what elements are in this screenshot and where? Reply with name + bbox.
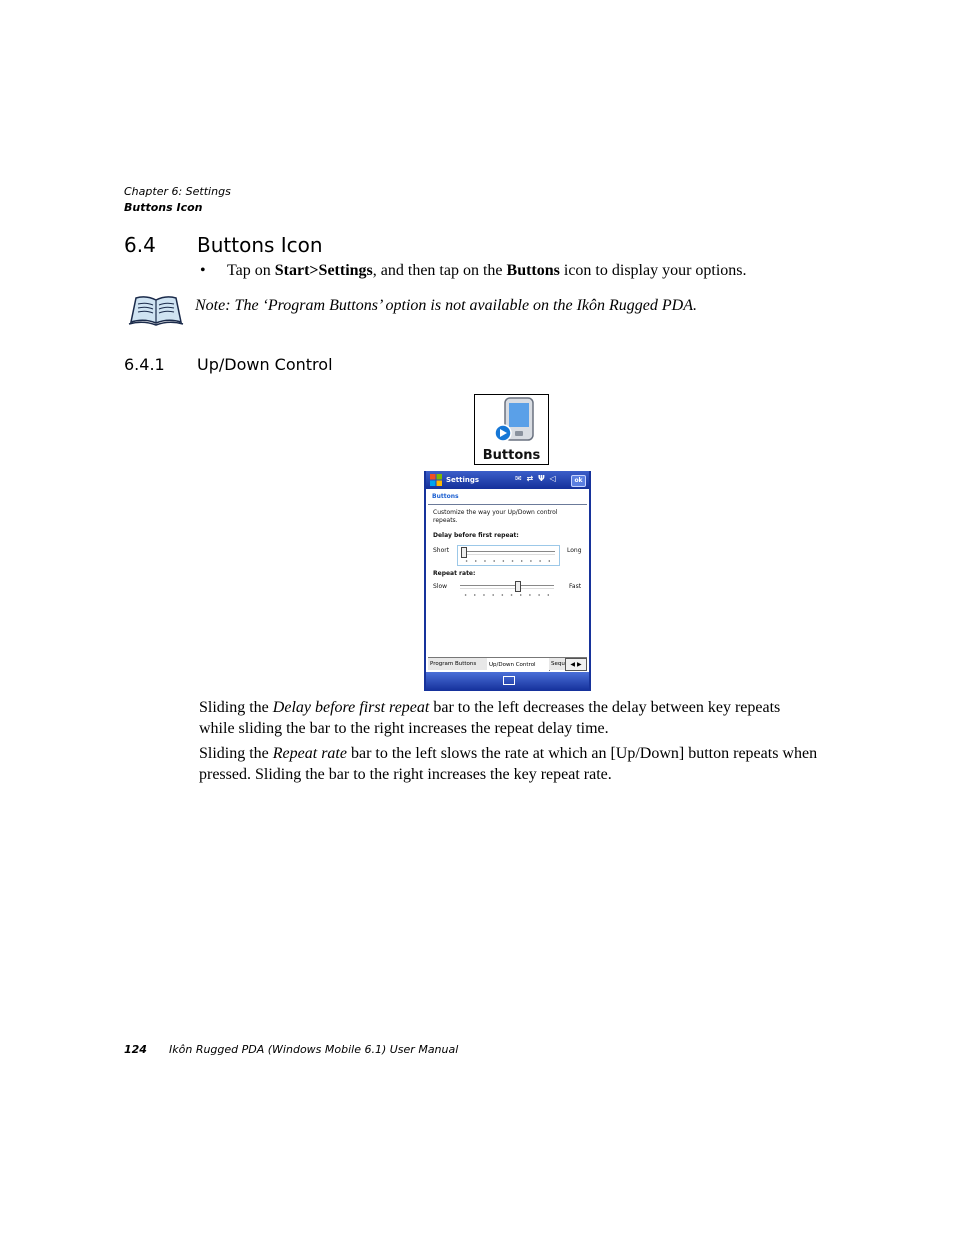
windows-start-icon[interactable] xyxy=(430,474,442,486)
pda-title: Settings xyxy=(446,476,480,484)
rate-max-label: Fast xyxy=(569,583,582,590)
bullet-text: , and then tap on the xyxy=(372,262,507,279)
rate-slider-thumb[interactable] xyxy=(515,581,521,592)
rate-label: Repeat rate: xyxy=(433,570,476,577)
bullet-bold-buttons: Buttons xyxy=(506,262,560,279)
pda-description: Customize the way your Up/Down control repeats. xyxy=(433,509,558,524)
subsection-title: Up/Down Control xyxy=(197,355,333,374)
tab-up-down-control[interactable]: Up/Down Control xyxy=(487,658,550,671)
bullet-text: Tap on xyxy=(227,262,275,279)
pda-tab-strip xyxy=(428,657,587,671)
slider-track xyxy=(461,551,555,555)
subsection-number: 6.4.1 xyxy=(124,355,165,374)
delay-label: Delay before first repeat: xyxy=(433,532,519,539)
rate-min-label: Slow xyxy=(433,583,448,590)
running-header-chapter: Chapter 6: Settings xyxy=(124,185,231,198)
delay-max-label: Long xyxy=(567,547,582,554)
bullet-bold-start-settings: Start>Settings xyxy=(274,262,373,279)
pda-screenshot xyxy=(424,471,591,691)
pda-title-bar xyxy=(426,471,589,489)
bullet-dot: • xyxy=(200,262,206,279)
delay-slider[interactable] xyxy=(457,545,560,566)
para-italic: Delay before first repeat xyxy=(272,699,430,716)
tab-sequence[interactable]: Sequ xyxy=(549,658,572,670)
slider-ticks xyxy=(461,594,553,596)
keyboard-icon[interactable] xyxy=(503,676,515,685)
pda-page-heading: Buttons xyxy=(432,493,459,500)
delay-slider-thumb[interactable] xyxy=(461,547,467,558)
slider-ticks xyxy=(462,560,554,562)
pda-device-icon xyxy=(475,395,548,445)
buttons-tile-label: Buttons xyxy=(482,448,541,463)
sync-icon: ⇄ xyxy=(526,474,535,483)
tab-program-buttons[interactable]: Program Buttons xyxy=(428,658,489,670)
signal-icon: Ψ xyxy=(538,474,546,483)
message-icon: ✉ xyxy=(515,474,523,483)
ok-button[interactable]: ok xyxy=(571,475,586,487)
section-number: 6.4 xyxy=(124,233,156,257)
delay-min-label: Short xyxy=(433,547,450,554)
volume-icon: ◁ xyxy=(549,474,557,483)
bullet-instruction xyxy=(200,262,747,280)
pda-bottom-bar xyxy=(426,672,589,691)
para-text: Sliding the xyxy=(199,699,273,716)
pda-divider xyxy=(428,504,587,505)
page-number: 124 xyxy=(124,1043,147,1056)
para-italic: Repeat rate xyxy=(272,745,347,762)
paragraph-delay xyxy=(199,697,819,739)
para-text: bar to the left decreases the delay between key repeats while sliding the bar to the right increases the repeat delay time. xyxy=(199,699,781,737)
status-icons xyxy=(515,474,557,483)
paragraph-rate xyxy=(199,743,819,785)
tab-scroll-arrows[interactable]: ◀ ▶ xyxy=(565,658,587,671)
note-text: Note: The ‘Program Buttons’ option is not available on the Ikôn Rugged PDA. xyxy=(195,297,698,314)
footer-title: Ikôn Rugged PDA (Windows Mobile 6.1) User Manual xyxy=(169,1043,459,1056)
running-header-section: Buttons Icon xyxy=(124,201,203,214)
buttons-settings-tile[interactable] xyxy=(474,394,549,465)
para-text: bar to the left slows the rate at which an [Up/Down] button repeats when pressed. Sliding the bar to the right increases the key repeat rate. xyxy=(199,745,818,783)
slider-track xyxy=(460,585,554,589)
section-title: Buttons Icon xyxy=(197,233,323,257)
bullet-text: icon to display your options. xyxy=(559,262,747,279)
open-book-icon xyxy=(128,294,184,331)
para-text: Sliding the xyxy=(199,745,273,762)
rate-slider[interactable] xyxy=(457,580,558,599)
